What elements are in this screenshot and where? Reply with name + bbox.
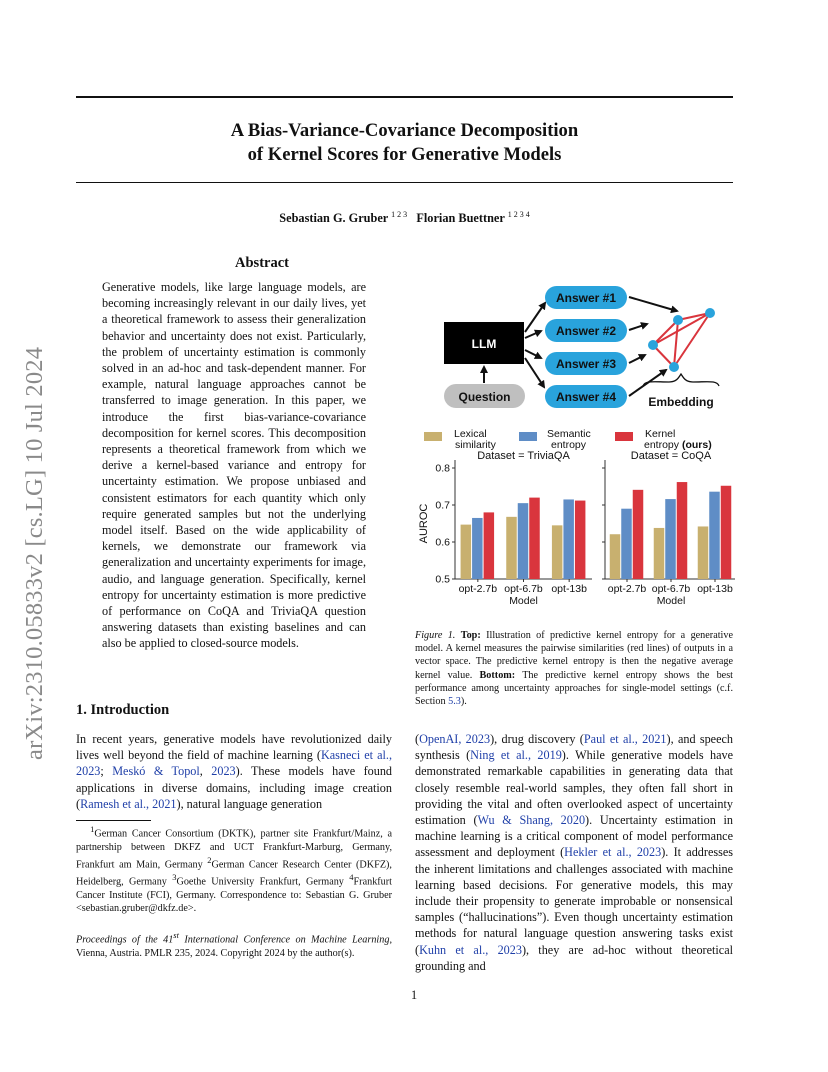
bar: [654, 528, 665, 579]
intro-text: In recent years, generative models have revolutionized daily lives well beyond the field of machine learning (: [76, 732, 392, 763]
x-tick-label: opt-13b: [551, 583, 587, 595]
bar-charts: [418, 450, 735, 607]
citation-link[interactable]: Kasneci et al., 2023: [76, 748, 392, 779]
bar: [461, 525, 472, 579]
y-tick-label: 0.6: [435, 536, 450, 549]
x-axis-label: Model: [509, 595, 538, 607]
y-axis-label: AUROC: [418, 503, 430, 544]
caption-bold: Bottom:: [479, 669, 516, 681]
pipeline-diagram: [444, 286, 719, 409]
legend-swatch-semantic: [519, 432, 537, 441]
author-list: [76, 210, 733, 226]
question-label: Question: [458, 390, 511, 404]
y-tick-label: 0.7: [435, 499, 450, 512]
footnote-text: Goethe University Frankfurt, Germany: [176, 876, 350, 888]
bar: [529, 498, 540, 579]
answer-2-box: [545, 319, 627, 342]
author-2-affiliations: 1 2 3 4: [507, 210, 530, 219]
figure-1: [415, 270, 735, 615]
bar: [665, 499, 676, 579]
title-line-1: A Bias-Variance-Covariance Decomposition: [230, 120, 579, 141]
section-reference-link[interactable]: 5.3: [448, 696, 461, 708]
proceedings-text: 41: [163, 934, 174, 946]
footnote-rule: [76, 820, 151, 821]
llm-label: LLM: [471, 337, 497, 351]
author-1-affiliations: 1 2 3: [391, 210, 408, 219]
answer-3-box: [545, 352, 627, 375]
citation-link[interactable]: Ramesh et al., 2021: [80, 796, 177, 811]
x-tick-label: opt-6.7b: [651, 583, 691, 595]
intro-text: ), drug discovery (: [490, 732, 584, 746]
abstract-heading: Abstract: [235, 255, 289, 271]
x-tick-label: opt-2.7b: [458, 583, 498, 595]
footnote-text: German Cancer Research Center (DKFZ), Heidelberg, Germany: [76, 859, 392, 888]
proceedings-text: , Vienna, Austria. PMLR 235, 2024. Copyright 2024 by the author(s).: [76, 934, 392, 959]
paper-title: [76, 119, 733, 167]
intro-right-column: [415, 731, 733, 974]
chart-legend: [424, 428, 712, 451]
citation-link[interactable]: Ning et al., 2019: [470, 748, 562, 763]
citation-link[interactable]: Hekler et al., 2023: [564, 845, 662, 860]
intro-text: (: [415, 732, 420, 746]
proceedings-text: International Conference on Machine Learning: [178, 934, 390, 946]
bar: [518, 503, 529, 579]
intro-text: ), they are ad-hoc without theoretical grounding and: [415, 942, 733, 973]
bar: [563, 499, 574, 579]
bar: [721, 486, 732, 579]
bar: [484, 512, 495, 579]
footnote-mark: 1: [90, 824, 95, 834]
proceedings-note: [76, 929, 392, 960]
legend-swatch-lexical: [424, 432, 442, 441]
y-tick-label: 0.5: [435, 573, 450, 586]
page-number: 1: [410, 988, 418, 1002]
intro-text: ,: [199, 764, 212, 779]
section-heading: 1. Introduction: [76, 702, 170, 718]
intro-text: ). These models have found applications in diverse domains, including image creation (: [76, 764, 393, 811]
proceedings-text: Proceedings of the: [76, 934, 164, 946]
intro-text: ;: [100, 764, 113, 779]
caption-text: ).: [460, 696, 467, 708]
x-tick-label: opt-6.7b: [504, 583, 543, 595]
answer-label: Answer #3: [555, 357, 617, 371]
legend-label: entropy: [551, 439, 587, 451]
bar: [709, 492, 720, 579]
bar: [472, 518, 482, 579]
legend-label: Lexical: [454, 428, 487, 440]
title-top-rule: [76, 96, 733, 98]
answer-4-box: [545, 385, 627, 408]
legend-label: Kernel: [645, 428, 676, 440]
bar: [552, 525, 563, 579]
arxiv-stamp: arXiv:2310.05833v2 [cs.LG] 10 Jul 2024: [21, 346, 48, 760]
legend-label: entropy (ours): [644, 439, 712, 451]
citation-link[interactable]: Paul et al., 2021: [583, 732, 667, 746]
intro-text: ). While generative models have demonstrated remarkable capabilities in generating data that closely resemble real-world samples, they often fall short in providing the vital and often overlooked aspect of uncertainty estimation (: [415, 748, 734, 828]
x-tick-label: opt-13b: [697, 583, 733, 595]
embedding-brace: [643, 374, 719, 386]
legend-label: Semantic: [547, 428, 591, 440]
chart-title: Dataset = CoQA: [630, 450, 712, 462]
footnote-mark: 2: [207, 854, 212, 865]
embedding-graph: [648, 308, 715, 372]
intro-text: ). It addresses the inherent limitations and challenges associated with machine learning based decisions. For generative models, this may include their propensity to generate improbable or nonsensical samples (“hallucinations”). Even though uncertainty estimation methods for natural language question answering tasks exist (: [415, 845, 733, 957]
answer-label: Answer #2: [555, 324, 617, 338]
title-line-2: of Kernel Scores for Generative Models: [247, 144, 562, 165]
author-2: Florian Buettner: [416, 211, 505, 226]
bar: [575, 501, 586, 579]
footnote-text: Frankfurt Cancer Institute (FCI), Germany. Correspondence to: Sebastian G. Gruber <sebastian.gruber@dkfz.de>.: [76, 876, 392, 915]
bar: [506, 517, 517, 579]
citation-link[interactable]: Wu & Shang, 2020: [477, 813, 586, 828]
caption-bold: Top:: [460, 630, 481, 641]
intro-text: ), natural language generation: [176, 796, 323, 811]
embedding-label: Embedding: [648, 395, 714, 409]
footnote-text: German Cancer Consortium (DKTK), partner site Frankfurt/Mainz, a partnership between DKFZ and UCT Frankfurt-Marburg, Germany, Frankfurt am Main, Germany: [76, 828, 393, 871]
intro-left-column: [76, 731, 392, 812]
title-bottom-rule: [76, 182, 733, 183]
citation-link[interactable]: Kuhn et al., 2023: [419, 942, 522, 957]
figure-caption: [415, 629, 733, 708]
answer-label: Answer #1: [555, 291, 617, 305]
proceedings-text: st: [173, 930, 179, 940]
bar: [621, 509, 632, 579]
caption-label: Figure 1.: [415, 630, 456, 641]
bar: [633, 490, 644, 579]
legend-swatch-kernel: [615, 432, 633, 441]
citation-link[interactable]: Meskó & Topol: [112, 764, 200, 779]
answer-1-box: [545, 286, 627, 309]
answer-label: Answer #4: [555, 390, 617, 404]
citation-link[interactable]: 2023: [211, 764, 236, 779]
caption-text: Illustration of predictive kernel entropy for a generative model. A kernel measures the pairwise similarities (red lines) of outputs in a vector space. The predictive kernel entropy is then the negative average kernel value.: [415, 630, 733, 681]
chart-title: Dataset = TriviaQA: [477, 450, 570, 462]
x-tick-label: opt-2.7b: [607, 583, 647, 595]
abstract-text: Generative models, like large language models, are becoming increasingly relevant in our daily lives, yet a theoretical framework to assess their generalization behavior and uncertainty does not exist. Particularly, the problem of uncertainty estimation is commonly solved in an ad-hoc and task-dependent manner. For example, natural language approaches cannot be transferred to image generation. In this paper, we introduce the first bias-variance-covariance decomposition for kernel scores. This decomposition represents a theoretical framework from which we derive a kernel-based variance and entropy for uncertainty estimation. We propose unbiased and consistent estimators for each quantity which only require generated samples but not the underlying model itself. Based on the wide applicability of kernels, we demonstrate our framework via generalization and uncertainty experiments for image, audio, and language generation. Specifically, kernel entropy for uncertainty estimation is more predictive of performance on CoQA and TriviaQA question answering datasets than existing baselines and can also be applied to closed-source models.: [102, 280, 366, 651]
bar: [698, 526, 709, 579]
affiliation-footnote: [76, 823, 392, 915]
y-tick-label: 0.8: [435, 462, 450, 475]
citation-link[interactable]: OpenAI, 2023: [419, 732, 491, 746]
footnote-mark: 4: [349, 872, 354, 883]
author-1: Sebastian G. Gruber: [279, 211, 389, 226]
bar: [677, 482, 688, 579]
intro-text: ), and speech synthesis (: [415, 732, 734, 763]
bar: [610, 534, 621, 579]
legend-label: similarity: [455, 439, 496, 451]
x-axis-label: Model: [656, 595, 686, 607]
caption-text: The predictive kernel entropy shows the best performance among uncertainty approaches for single-model settings (c.f. Section: [415, 669, 734, 708]
intro-text: ). Uncertainty estimation in machine learning is a critical component of model performance assessment and deployment (: [415, 813, 733, 860]
footnote-mark: 3: [172, 872, 177, 883]
